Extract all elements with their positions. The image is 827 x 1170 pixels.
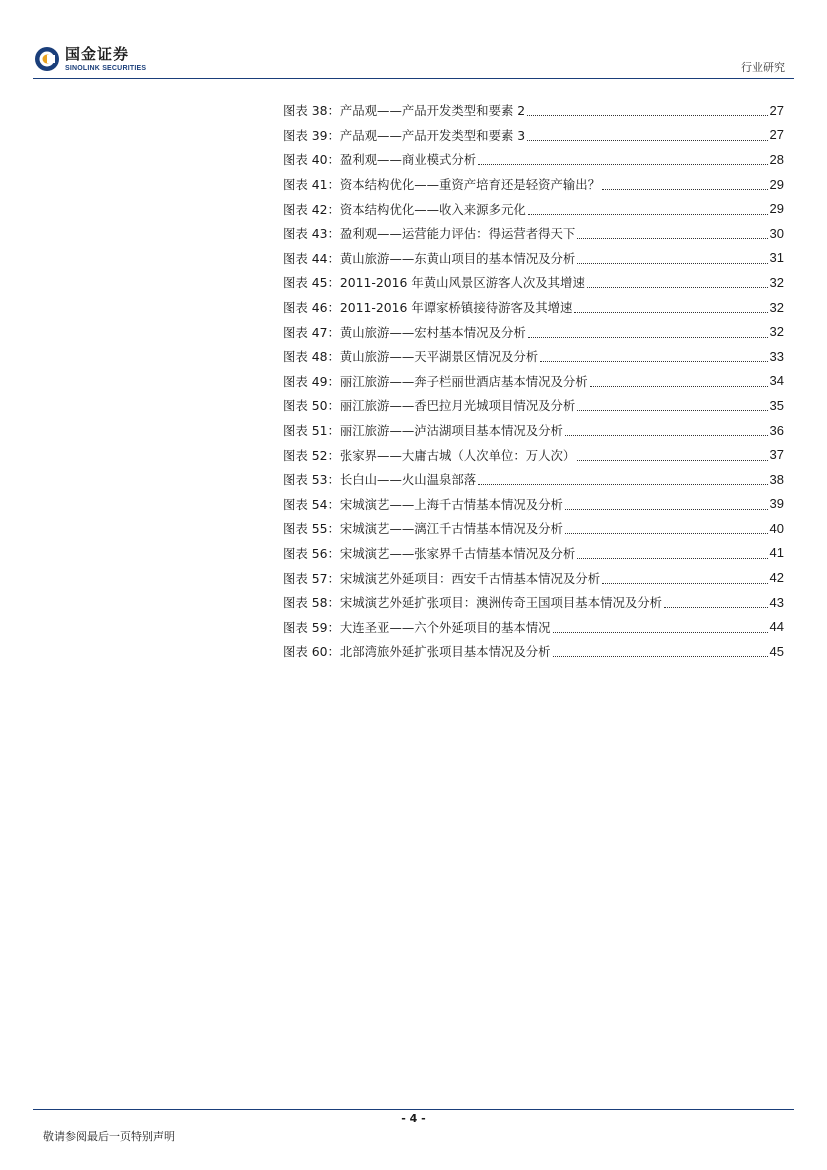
toc-entry-label: 图表 45： <box>283 275 340 291</box>
toc-entry-title: 宋城演艺——张家界千古情基本情况及分析 <box>339 545 576 561</box>
toc-entry-page: 39 <box>769 496 784 512</box>
toc-entry-page: 28 <box>769 151 784 167</box>
toc-entry-label: 图表 39： <box>283 127 340 143</box>
toc-leader-dots <box>577 557 767 559</box>
toc-leader-dots <box>590 385 768 387</box>
toc-entry-title: 黄山旅游——宏村基本情况及分析 <box>339 324 526 340</box>
toc-entry-title: 宋城演艺——上海千古情基本情况及分析 <box>339 496 563 512</box>
toc-entry[interactable] <box>283 98 784 123</box>
toc-entry-title: 宋城演艺——漓江千古情基本情况及分析 <box>339 521 563 537</box>
toc-entry[interactable] <box>283 393 784 418</box>
toc-entry[interactable] <box>283 344 784 369</box>
toc-entry-page: 36 <box>769 422 784 438</box>
toc-entry[interactable] <box>283 295 784 320</box>
toc-entry-title: 黄山旅游——东黄山项目的基本情况及分析 <box>339 250 576 266</box>
toc-entry-page: 30 <box>769 225 784 241</box>
toc-entry[interactable] <box>283 196 784 221</box>
toc-entry-label: 图表 52： <box>283 447 340 463</box>
toc-entry-label: 图表 38： <box>283 103 340 119</box>
toc-entry-label: 图表 49： <box>283 373 340 389</box>
sinolink-logo-icon <box>34 46 60 72</box>
toc-leader-dots <box>553 655 768 657</box>
toc-entry-page: 41 <box>769 545 784 561</box>
toc-leader-dots <box>577 237 767 239</box>
toc-entry[interactable] <box>283 319 784 344</box>
toc-entry-title: 资本结构优化——收入来源多元化 <box>339 201 526 217</box>
toc-entry-page: 43 <box>769 594 784 610</box>
figure-index-list <box>283 98 784 664</box>
toc-entry-title: 宋城演艺外延项目：西安千古情基本情况及分析 <box>339 570 601 586</box>
toc-entry-label: 图表 59： <box>283 619 340 635</box>
toc-entry-page: 32 <box>769 274 784 290</box>
company-logo <box>34 46 146 72</box>
toc-leader-dots <box>565 434 768 436</box>
toc-entry-label: 图表 44： <box>283 250 340 266</box>
toc-entry[interactable] <box>283 442 784 467</box>
toc-leader-dots <box>478 483 767 485</box>
toc-leader-dots <box>587 286 768 288</box>
toc-leader-dots <box>574 311 767 313</box>
toc-entry[interactable] <box>283 270 784 295</box>
toc-entry-label: 图表 50： <box>283 398 340 414</box>
toc-entry-label: 图表 51： <box>283 423 340 439</box>
toc-entry-label: 图表 48： <box>283 349 340 365</box>
toc-leader-dots <box>565 508 768 510</box>
toc-entry-page: 38 <box>769 471 784 487</box>
toc-entry-label: 图表 40： <box>283 152 340 168</box>
toc-entry-title: 资本结构优化——重资产培育还是轻资产输出？ <box>339 177 601 193</box>
toc-entry[interactable] <box>283 639 784 664</box>
toc-entry-label: 图表 58： <box>283 595 340 611</box>
toc-leader-dots <box>478 163 767 165</box>
toc-entry-page: 35 <box>769 397 784 413</box>
toc-entry-page: 33 <box>769 348 784 364</box>
toc-entry-page: 29 <box>769 201 784 217</box>
toc-entry-title: 长白山——火山温泉部落 <box>339 472 477 488</box>
page-number: - 4 - <box>401 1112 426 1125</box>
toc-leader-dots <box>577 409 767 411</box>
toc-leader-dots <box>577 262 767 264</box>
toc-entry-page: 32 <box>769 299 784 315</box>
toc-entry[interactable] <box>283 369 784 394</box>
toc-entry[interactable] <box>283 418 784 443</box>
toc-entry-label: 图表 55： <box>283 521 340 537</box>
toc-entry-title: 张家界——大庸古城（人次单位：万人次） <box>339 447 576 463</box>
toc-leader-dots <box>577 459 767 461</box>
toc-entry-page: 27 <box>769 102 784 118</box>
toc-entry-title: 盈利观——运营能力评估：得运营者得天下 <box>339 226 576 242</box>
toc-entry-title: 产品观——产品开发类型和要素 3 <box>339 127 526 143</box>
toc-entry[interactable] <box>283 565 784 590</box>
toc-entry[interactable] <box>283 590 784 615</box>
logo-chinese-name: 国金证券 <box>65 44 130 63</box>
toc-entry-label: 图表 57： <box>283 570 340 586</box>
toc-entry[interactable] <box>283 172 784 197</box>
toc-entry-label: 图表 54： <box>283 496 340 512</box>
toc-leader-dots <box>602 188 767 190</box>
toc-leader-dots <box>527 114 767 116</box>
toc-entry-label: 图表 43： <box>283 226 340 242</box>
toc-leader-dots <box>553 631 768 633</box>
toc-entry-title: 盈利观——商业模式分析 <box>339 152 477 168</box>
toc-leader-dots <box>602 582 767 584</box>
toc-entry-title: 丽江旅游——香巴拉月光城项目情况及分析 <box>339 398 576 414</box>
toc-entry-page: 29 <box>769 176 784 192</box>
toc-leader-dots <box>540 360 767 362</box>
toc-entry[interactable] <box>283 614 784 639</box>
toc-entry-page: 45 <box>769 643 784 659</box>
toc-entry[interactable] <box>283 541 784 566</box>
toc-entry[interactable] <box>283 246 784 271</box>
toc-entry-page: 32 <box>769 324 784 340</box>
footer-divider <box>33 1109 794 1110</box>
toc-entry-label: 图表 42： <box>283 201 340 217</box>
toc-entry-title: 2011-2016 年谭家桥镇接待游客及其增速 <box>339 300 573 316</box>
toc-entry-page: 40 <box>769 520 784 536</box>
toc-entry-title: 大连圣亚——六个外延项目的基本情况 <box>339 619 551 635</box>
toc-leader-dots <box>565 532 768 534</box>
toc-entry-title: 丽江旅游——泸沽湖项目基本情况及分析 <box>339 423 563 439</box>
toc-entry[interactable] <box>283 123 784 148</box>
header-divider <box>33 78 794 79</box>
toc-entry[interactable] <box>283 492 784 517</box>
section-label: 行业研究 <box>741 61 785 74</box>
toc-entry[interactable] <box>283 467 784 492</box>
toc-entry-page: 42 <box>769 570 784 586</box>
toc-entry-page: 27 <box>769 127 784 143</box>
toc-leader-dots <box>527 139 767 141</box>
toc-entry-label: 图表 60： <box>283 644 340 660</box>
toc-entry-title: 丽江旅游——奔子栏丽世酒店基本情况及分析 <box>339 373 588 389</box>
toc-entry-title: 宋城演艺外延扩张项目：澳洲传奇王国项目基本情况及分析 <box>339 595 663 611</box>
toc-entry-page: 31 <box>769 250 784 266</box>
toc-entry-label: 图表 47： <box>283 324 340 340</box>
toc-entry-label: 图表 56： <box>283 545 340 561</box>
toc-entry-page: 44 <box>769 619 784 635</box>
toc-entry[interactable] <box>283 516 784 541</box>
toc-entry-page: 37 <box>769 447 784 463</box>
toc-entry-title: 黄山旅游——天平湖景区情况及分析 <box>339 349 539 365</box>
toc-entry-title: 2011-2016 年黄山风景区游客人次及其增速 <box>339 275 585 291</box>
toc-entry[interactable] <box>283 147 784 172</box>
logo-english-name: SINOLINK SECURITIES <box>65 64 147 72</box>
toc-entry[interactable] <box>283 221 784 246</box>
toc-entry-label: 图表 41： <box>283 177 340 193</box>
toc-entry-page: 34 <box>769 373 784 389</box>
toc-leader-dots <box>664 606 767 608</box>
toc-entry-title: 北部湾旅外延扩张项目基本情况及分析 <box>339 644 551 660</box>
toc-entry-label: 图表 46： <box>283 300 340 316</box>
toc-leader-dots <box>528 213 768 215</box>
disclaimer-note: 敬请参阅最后一页特别声明 <box>43 1130 175 1143</box>
toc-leader-dots <box>528 336 768 338</box>
toc-entry-label: 图表 53： <box>283 472 340 488</box>
toc-entry-title: 产品观——产品开发类型和要素 2 <box>339 103 526 119</box>
page-header <box>0 0 827 80</box>
